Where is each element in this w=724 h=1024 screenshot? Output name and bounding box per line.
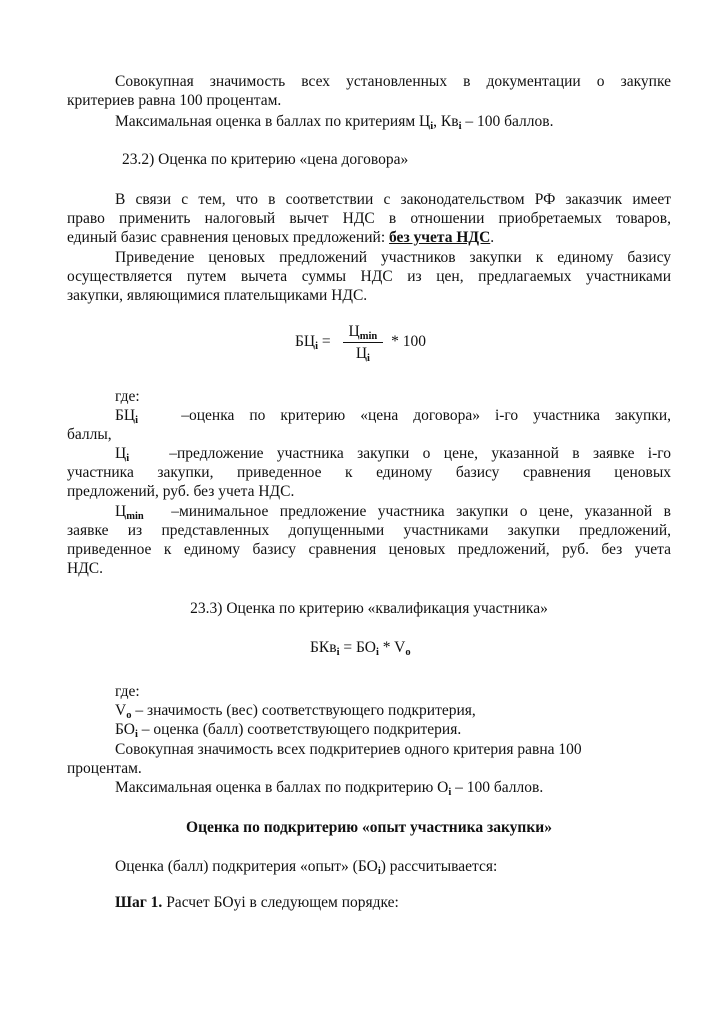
text-line: право применить налоговый вычет НДС в отношении приобретаемых товаров, xyxy=(67,210,671,227)
definition-price-offer xyxy=(67,444,671,501)
text-line: баллы, xyxy=(67,426,112,443)
heading-text: 23.3) Оценка по критерию «квалификация участника» xyxy=(190,600,548,617)
where-label: где: xyxy=(115,388,140,405)
text-line: предложений, руб. без учета НДС. xyxy=(67,483,295,500)
text-line: $Ц_i$ –предложение участника закупки о цене, указанной в заявке i-го xyxy=(115,445,671,464)
paragraph-subcriterion-max: Максимальная оценка в баллах по подкритерию $О_i - 100$ баллов. xyxy=(115,779,544,798)
paragraph-max-score xyxy=(67,112,671,131)
text-line: единый базис сравнения ценовых предложений: без учета НДС. xyxy=(67,229,495,246)
definition-min-offer xyxy=(67,502,671,578)
step-1: Шаг 1. Расчет БОуi в следующем порядке: xyxy=(115,894,399,911)
where-label: где: xyxy=(115,683,140,700)
formula-price-score: $БЦ_i$ = $\frac{Ц_{min}}{Ц_i}$ * 100 xyxy=(295,323,426,364)
text-line: В связи с тем, что в соответствии с законодательством РФ заказчик имеет xyxy=(115,191,671,208)
paragraph-experience-calc: Оценка (балл) подкритерия «опыт» $(БО_i)$ рассчитывается: xyxy=(115,858,498,877)
subcriterion-heading-experience xyxy=(67,818,671,837)
text-line: Совокупная значимость всех подкритериев одного критерия равна 100 xyxy=(115,741,582,758)
text-line: $БЦ_i$ –оценка по критерию «цена договора» i-го участника закупки, xyxy=(115,407,671,426)
text-line: процентам. xyxy=(67,760,142,777)
text-line: закупки, являющимися плательщиками НДС. xyxy=(67,287,368,304)
definition-weight: $V_o$ – значимость (вес) соответствующего подкритерия, xyxy=(115,702,476,721)
paragraph-subcriteria-total xyxy=(67,740,671,778)
text-line: Совокупная значимость всех установленных в документации о закупке xyxy=(115,73,671,90)
text-line: Приведение ценовых предложений участников закупки к единому базису xyxy=(115,249,671,266)
paragraph-price-normalization xyxy=(67,248,671,305)
emphasis-no-vat: без учета НДС xyxy=(389,229,491,246)
text-line: приведенное к единому базису сравнения ценовых предложений, руб. без учета xyxy=(67,541,671,558)
section-heading-23-3 xyxy=(67,599,671,618)
definition-price-score xyxy=(67,406,671,444)
paragraph-total-significance xyxy=(67,72,671,110)
text-line: критериев равна 100 процентам. xyxy=(67,92,282,109)
formula-fraction: $\frac{Ц_{min}}{Ц_i}$ xyxy=(343,322,384,363)
heading-text: 23.2) Оценка по критерию «цена договора» xyxy=(122,151,409,168)
step-label: Шаг 1. xyxy=(115,894,163,911)
text-line: НДС. xyxy=(67,560,103,577)
text-line: осуществляется путем вычета суммы НДС из цен, предлагаемых участниками xyxy=(67,268,671,285)
heading-text: Оценка по подкритерию «опыт участника закупки» xyxy=(186,819,552,836)
text-line: $Ц_{min}$ –минимальное предложение участника закупки о цене, указанной в xyxy=(115,503,671,522)
text-line: участника закупки, приведенное к единому базису сравнения ценовых xyxy=(67,464,671,481)
text-line: Максимальная оценка в баллах по критериям $Ц_i$, $Кв_i - 100$ баллов. xyxy=(115,113,554,132)
formula-qualification-score: $БКв_i = БО_i * V_o$ xyxy=(310,639,411,658)
section-heading-23-2 xyxy=(67,150,671,169)
definition-subcriterion-score: $БО_i$ – оценка (балл) соответствующего подкритерия. xyxy=(115,721,462,740)
text-line: заявке из представленных допущенными участниками закупки предложений, xyxy=(67,522,671,539)
paragraph-vat-basis xyxy=(67,190,671,247)
